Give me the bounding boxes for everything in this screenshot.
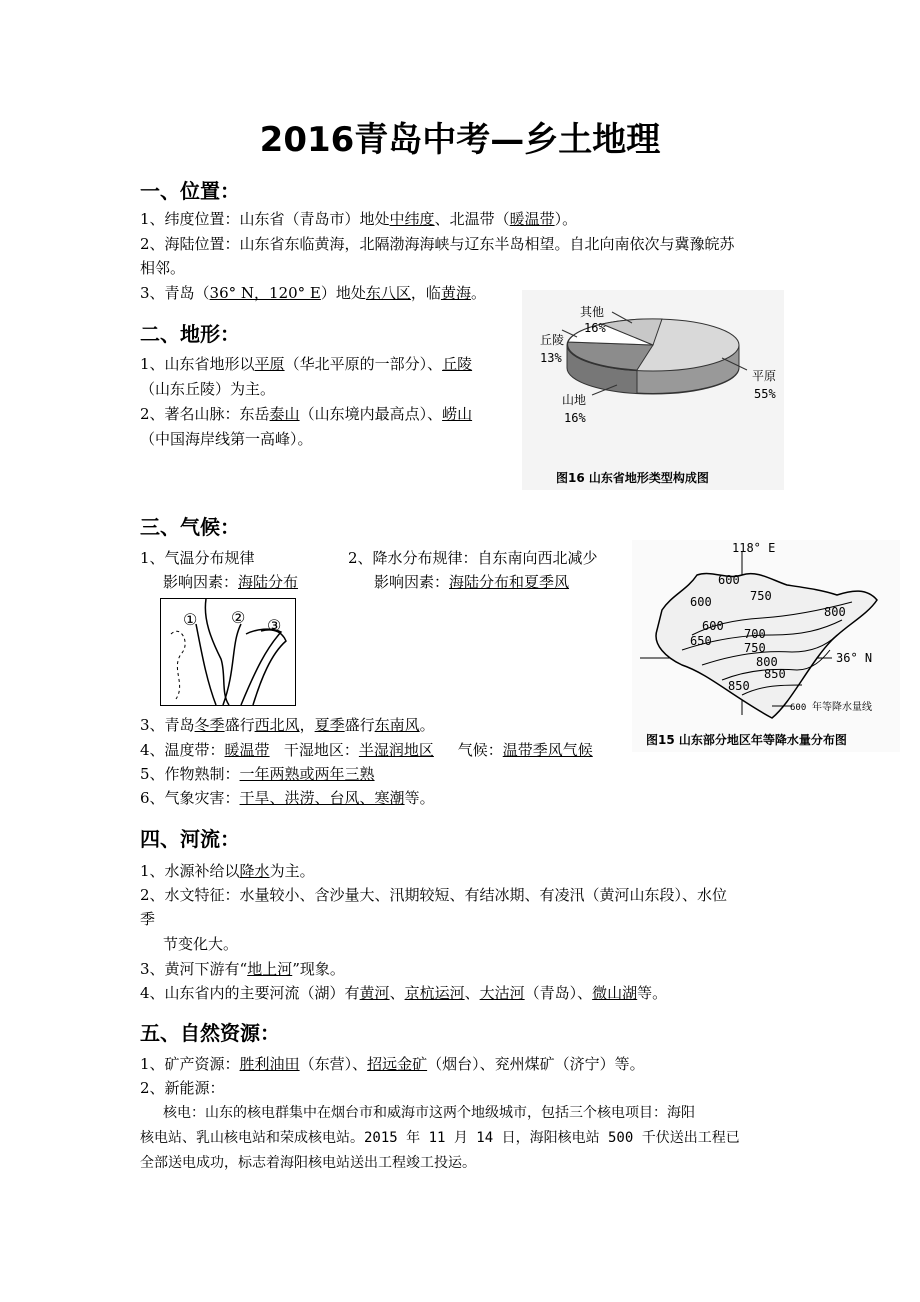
marker-3: ③ [267, 616, 282, 635]
nuclear-paragraph-1: 核电：山东的核电群集中在烟台市和威海市这两个地级城市，包括三个核电项目：海阳 [163, 1105, 695, 1121]
marker-2: ② [231, 608, 246, 627]
rain-label: 800 [756, 655, 778, 669]
pie-pct-other: 16% [584, 321, 606, 335]
section-heading-terrain: 二、地形： [140, 322, 240, 346]
location-line-3: 3、青岛（36° N，120° E）地处东八区，临黄海。 [140, 284, 486, 302]
rain-legend-num: 600 [790, 703, 807, 713]
rain-label: 850 [764, 667, 786, 681]
nuclear-paragraph-2: 核电站、乳山核电站和荣成核电站。2015 年 11 月 14 日，海阳核电站 500 千伏送出工程已 [140, 1130, 740, 1146]
rivers-line-2: 2、水文特征：水量较小、含沙量大、汛期较短、有结冰期、有凌汛（黄河山东段）、水位 [140, 886, 728, 904]
section-heading-resources: 五、自然资源： [140, 1021, 280, 1045]
section-heading-climate: 三、气候： [140, 515, 240, 539]
rain-label: 600 [690, 595, 712, 609]
rain-label: 750 [750, 589, 772, 603]
rain-legend-text: 年等降水量线 [812, 702, 872, 713]
terrain-pie-chart [522, 290, 784, 490]
nuclear-paragraph-3: 全部送电成功，标志着海阳核电站送出工程竣工投运。 [140, 1155, 476, 1171]
climate-rain-factor: 影响因素：海陆分布和夏季风 [374, 573, 570, 591]
climate-line-3: 3、青岛冬季盛行西北风，夏季盛行东南风。 [140, 716, 435, 734]
rain-label: 600 [702, 619, 724, 633]
terrain-line-2b: （中国海岸线第一高峰）。 [140, 430, 313, 448]
rainmap-lat: 36° N [836, 651, 873, 665]
rivers-line-2b: 季 [140, 910, 156, 928]
location-line-2: 2、海陆位置：山东省东临黄海，北隔渤海海峡与辽东半岛相望。自北向南依次与冀豫皖苏 [140, 235, 735, 253]
rainfall-map [632, 540, 900, 752]
climate-temp-rule: 1、气温分布规律 [140, 549, 255, 567]
rain-label: 800 [824, 605, 846, 619]
rivers-line-2c: 节变化大。 [163, 935, 239, 953]
marker-1: ① [183, 610, 198, 629]
page-title: 2016青岛中考—乡土地理 [259, 120, 661, 160]
terrain-pie-figure [522, 290, 784, 490]
resources-line-1: 1、矿产资源：胜利油田（东营）、招远金矿（烟台）、兖州煤矿（济宁）等。 [140, 1055, 645, 1073]
location-line-2b: 相邻。 [140, 259, 186, 277]
climate-line-5: 5、作物熟制：一年两熟或两年三熟 [140, 765, 375, 783]
rain-label: 750 [744, 641, 766, 655]
terrain-line-2: 2、著名山脉：东岳泰山（山东境内最高点）、崂山 [140, 405, 473, 423]
pie-pct-mountain: 16% [564, 411, 586, 425]
isotherm-mini-map [160, 598, 296, 706]
rainfall-map-figure [632, 540, 900, 752]
pie-pct-plain: 55% [754, 387, 776, 401]
rain-label: 650 [690, 634, 712, 648]
climate-rain-rule: 2、降水分布规律：自东南向西北减少 [348, 549, 598, 567]
climate-line-4: 4、温度带：暖温带 干湿地区：半湿润地区 气候：温带季风气候 [140, 741, 593, 759]
terrain-line-1b: （山东丘陵）为主。 [140, 380, 276, 398]
section-heading-rivers: 四、河流： [140, 827, 240, 851]
rivers-line-3: 3、黄河下游有“地上河”现象。 [140, 960, 345, 978]
rivers-line-4: 4、山东省内的主要河流（湖）有黄河、京杭运河、大沽河（青岛）、微山湖等。 [140, 984, 668, 1002]
pie-pct-hills: 13% [540, 351, 562, 365]
section-heading-location: 一、位置： [140, 179, 240, 203]
pie-label-mountain: 山地 [562, 393, 587, 407]
rainmap-lon: 118° E [732, 541, 776, 555]
pie-label-other: 其他 [580, 305, 605, 319]
location-line-1: 1、纬度位置：山东省（青岛市）地处中纬度、北温带（暖温带）。 [140, 210, 578, 228]
rain-label: 600 [718, 573, 740, 587]
rainmap-caption: 图15 山东部分地区年等降水量分布图 [646, 733, 847, 747]
rain-label: 700 [744, 627, 766, 641]
rain-label: 850 [728, 679, 750, 693]
rivers-line-1: 1、水源补给以降水为主。 [140, 862, 315, 880]
pie-label-plain: 平原 [752, 369, 777, 383]
pie-caption: 图16 山东省地形类型构成图 [556, 471, 709, 485]
climate-line-6: 6、气象灾害：干旱、洪涝、台风、寒潮等。 [140, 789, 435, 807]
terrain-line-1: 1、山东省地形以平原（华北平原的一部分）、丘陵 [140, 355, 473, 373]
climate-temp-factor: 影响因素：海陆分布 [163, 573, 299, 591]
pie-label-hills: 丘陵 [540, 333, 565, 347]
resources-line-2: 2、新能源： [140, 1079, 225, 1097]
